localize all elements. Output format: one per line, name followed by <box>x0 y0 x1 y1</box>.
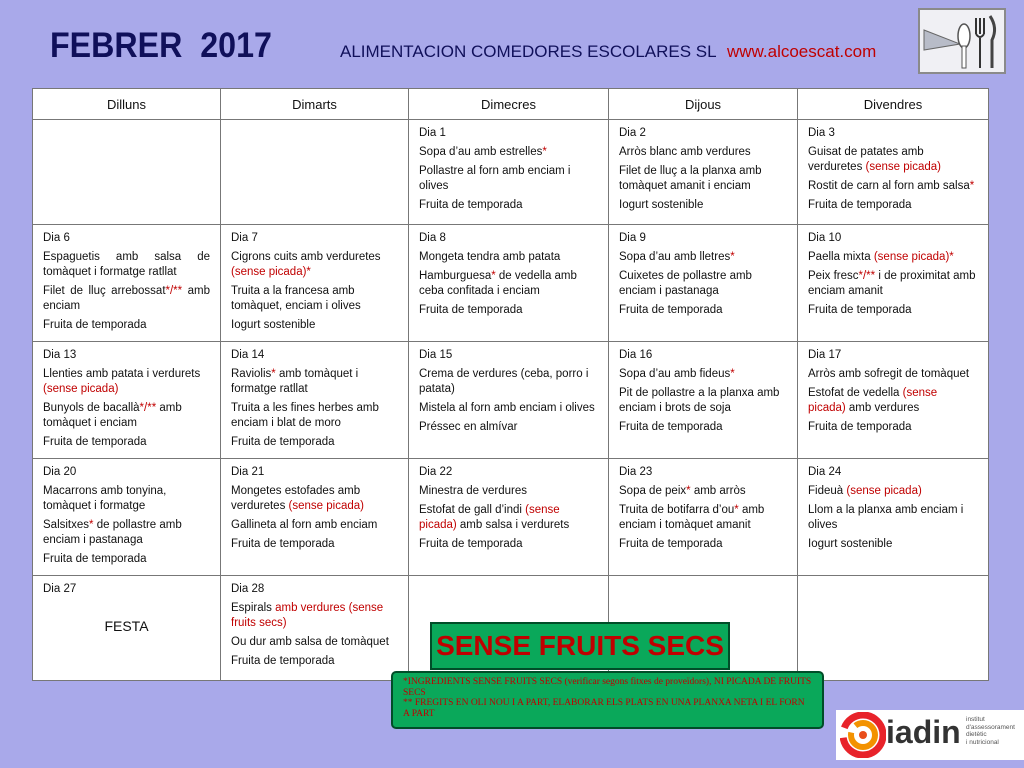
allergen-marker: (sense picada) <box>808 387 938 414</box>
day-number: Dia 9 <box>619 232 646 244</box>
day-cell <box>33 225 221 342</box>
menu-dish <box>808 250 978 265</box>
allergen-marker: * <box>730 251 735 263</box>
day-cell <box>33 342 221 459</box>
week-row <box>33 342 989 459</box>
dish-text: Mongetes estofades amb verduretes <box>231 485 361 512</box>
dish-text: Mistela al forn amb enciam i olives <box>419 402 595 414</box>
day-cell <box>409 342 609 459</box>
menu-dish <box>43 367 210 397</box>
menu-dish <box>231 401 398 431</box>
dish-text: Arròs blanc amb verdures <box>619 146 751 158</box>
menu-dish <box>231 435 398 450</box>
menu-dish <box>43 435 210 450</box>
dish-text: Fruita de temporada <box>419 304 523 316</box>
menu-dish <box>43 401 210 431</box>
dish-text: Fruita de temporada <box>231 436 335 448</box>
dish-text: Guisat de patates amb verduretes <box>808 146 924 173</box>
dish-text: Hamburguesa <box>419 270 492 282</box>
dish-text: Fruita de temporada <box>619 421 723 433</box>
dish-text: Sopa d’au amb estrelles <box>419 146 543 158</box>
dish-text: Crema de verdures (ceba, porro i patata) <box>419 368 589 395</box>
day-cell <box>221 459 409 576</box>
dish-text: Fruita de temporada <box>419 199 523 211</box>
menu-dish <box>619 269 787 299</box>
dish-text: Fruita de temporada <box>619 304 723 316</box>
day-number: Dia 15 <box>419 349 453 361</box>
iadin-logo <box>836 710 1024 760</box>
day-cell <box>609 459 798 576</box>
day-number: Dia 20 <box>43 466 77 478</box>
day-number: Dia 17 <box>808 349 842 361</box>
dish-text: Fruita de temporada <box>43 553 147 565</box>
menu-dish <box>419 269 598 299</box>
menu-dish <box>231 484 398 514</box>
dish-text: Paella mixta <box>808 251 874 263</box>
day-cell <box>33 459 221 576</box>
dish-text: i de proximitat amb enciam amanit <box>808 270 976 297</box>
dish-text: Truita de botifarra d’ou <box>619 504 735 516</box>
menu-dish <box>43 518 210 548</box>
dish-text: Estofat de vedella <box>808 387 903 399</box>
day-cell <box>221 342 409 459</box>
week-row <box>33 225 989 342</box>
day-cell <box>221 576 409 681</box>
dish-text: Préssec en almívar <box>419 421 518 433</box>
dish-text: Rostit de carn al forn amb salsa <box>808 180 970 192</box>
allergen-marker: * <box>686 485 691 497</box>
day-number: Dia 6 <box>43 232 70 244</box>
dish-text: Ou dur amb salsa de tomàquet <box>231 636 389 648</box>
menu-dish <box>231 654 398 669</box>
day-cell <box>798 576 989 681</box>
cutlery-icon <box>920 10 1004 72</box>
menu-dish <box>231 367 398 397</box>
day-cell <box>609 120 798 225</box>
dish-text: Truita a les fines herbes amb enciam i blat de moro <box>231 402 379 429</box>
menu-dish <box>231 635 398 650</box>
dish-text: Pit de pollastre a la planxa amb enciam i brots de soja <box>619 387 780 414</box>
day-cell <box>798 120 989 225</box>
dish-text: Peix fresc <box>808 270 859 282</box>
day-cell <box>798 342 989 459</box>
dish-text: amb enciam <box>43 285 210 312</box>
company-name: ALIMENTACION COMEDORES ESCOLARES SL <box>340 42 717 61</box>
dish-text: amb tomàquet i enciam <box>43 402 182 429</box>
menu-dish <box>419 367 598 397</box>
menu-dish <box>619 250 787 265</box>
day-cell <box>409 120 609 225</box>
weekday-header-divendres: Divendres <box>798 89 989 120</box>
dish-text: Bunyols de bacallà <box>43 402 140 414</box>
menu-dish <box>808 198 978 213</box>
dish-text: Fruita de temporada <box>43 436 147 448</box>
day-cell <box>33 576 221 681</box>
menu-dish <box>419 401 598 416</box>
dish-text: Pollastre al forn amb enciam i olives <box>419 165 571 192</box>
allergen-marker: (sense picada) <box>288 500 364 512</box>
dish-text: Cigrons cuits amb verduretes <box>231 251 381 263</box>
day-number: Dia 13 <box>43 349 77 361</box>
dish-text: de pollastre amb enciam i pastanaga <box>43 519 182 546</box>
menu-dish <box>808 420 978 435</box>
iadin-wordmark: iadin <box>886 714 961 750</box>
menu-dish <box>419 164 598 194</box>
menu-dish <box>231 250 398 280</box>
menu-dish <box>808 179 978 194</box>
week-row <box>33 459 989 576</box>
allergen-marker: (sense picada)* <box>873 251 954 263</box>
menu-dish <box>808 484 978 499</box>
menu-dish <box>619 164 787 194</box>
day-number: Dia 21 <box>231 466 265 478</box>
menu-dish <box>619 198 787 213</box>
menu-dish <box>808 303 978 318</box>
dish-text: amb verdures <box>845 402 920 414</box>
menu-dish <box>808 269 978 299</box>
day-number: Dia 23 <box>619 466 653 478</box>
dish-text: Filet de lluç a la planxa amb tomàquet amanit i enciam <box>619 165 762 192</box>
day-number: Dia 16 <box>619 349 653 361</box>
allergen-marker: * <box>491 270 496 282</box>
menu-dish <box>43 250 210 280</box>
menu-dish <box>231 601 398 631</box>
menu-dish <box>231 318 398 333</box>
menu-dish <box>808 537 978 552</box>
day-number: Dia 27 <box>43 583 77 595</box>
menu-dish <box>619 145 787 160</box>
allergen-marker: * <box>969 180 975 192</box>
dish-text: Fruita de temporada <box>619 538 723 550</box>
allergen-marker: (sense picada) <box>865 161 941 173</box>
note-line: *INGREDIENTS SENSE FRUITS SECS (verificar segons fitxes de proveïdors), NI PICADA DE FRUITS SECS <box>403 677 812 698</box>
day-number: Dia 22 <box>419 466 453 478</box>
menu-dish <box>231 518 398 533</box>
dish-text: Fruita de temporada <box>808 304 912 316</box>
dish-text: Minestra de verdures <box>419 485 528 497</box>
menu-dish <box>619 420 787 435</box>
allergen-marker: */** <box>858 270 876 282</box>
menu-dish <box>43 552 210 567</box>
menu-dish <box>619 386 787 416</box>
holiday-label: FESTA <box>104 618 149 634</box>
menu-dish <box>419 537 598 552</box>
dish-text: Mongeta tendra amb patata <box>419 251 561 263</box>
menu-dish <box>419 420 598 435</box>
dish-text: Fruita de temporada <box>808 421 912 433</box>
dish-text: Fruita de temporada <box>231 538 335 550</box>
dish-text: amb arròs <box>690 485 746 497</box>
dish-text: Raviolis <box>231 368 272 380</box>
page-title: FEBRER 2017 <box>50 26 272 65</box>
day-number: Dia 1 <box>419 127 446 139</box>
allergen-marker: (sense picada) <box>43 383 119 395</box>
menu-dish <box>619 303 787 318</box>
day-cell <box>798 225 989 342</box>
dish-text: Estofat de gall d’indi <box>419 504 526 516</box>
menu-dish <box>419 303 598 318</box>
allergen-marker: */** <box>139 402 157 414</box>
day-number: Dia 2 <box>619 127 646 139</box>
day-cell <box>609 225 798 342</box>
menu-dish <box>43 484 210 514</box>
allergen-marker: * <box>730 368 735 380</box>
dish-text: Llenties amb patata i verdurets <box>43 368 201 380</box>
day-cell <box>609 342 798 459</box>
dish-text: Truita a la francesa amb tomàquet, enciam i olives <box>231 285 361 312</box>
website-link[interactable]: www.alcoescat.com <box>727 42 877 61</box>
weekday-header-dijous: Dijous <box>609 89 798 120</box>
dish-text: Fruita de temporada <box>808 199 912 211</box>
day-number: Dia 3 <box>808 127 835 139</box>
dish-text: amb salsa i verdurets <box>456 519 570 531</box>
day-number: Dia 10 <box>808 232 842 244</box>
dish-text: Arròs amb sofregit de tomàquet <box>808 368 970 380</box>
allergen-marker: * <box>89 519 94 531</box>
week-row <box>33 120 989 225</box>
dish-text: Llom a la planxa amb enciam i olives <box>808 504 964 531</box>
dish-text: amb enciam i tomàquet amanit <box>619 504 765 531</box>
allergen-marker: (sense picada) <box>419 504 560 531</box>
menu-dish <box>419 484 598 499</box>
allergen-marker: amb verdures (sense fruits secs) <box>231 602 384 629</box>
day-number: Dia 24 <box>808 466 842 478</box>
menu-dish <box>419 503 598 533</box>
dish-text: Salsitxes <box>43 519 90 531</box>
dish-text: Sopa d’au amb lletres <box>619 251 731 263</box>
weekday-header-dimarts: Dimarts <box>221 89 409 120</box>
dish-text: de vedella amb ceba confitada i enciam <box>419 270 577 297</box>
menu-dish <box>808 503 978 533</box>
menu-table <box>32 88 989 681</box>
day-number: Dia 14 <box>231 349 265 361</box>
day-cell <box>221 120 409 225</box>
dish-text: Iogurt sostenible <box>808 538 893 550</box>
menu-dish <box>419 198 598 213</box>
weekday-header-row <box>33 89 989 120</box>
day-number: Dia 8 <box>419 232 446 244</box>
dish-text: Macarrons amb tonyina, tomàquet i formatge <box>43 485 167 512</box>
menu-dish <box>619 484 787 499</box>
note-line: ** FREGITS EN OLI NOU I A PART, ELABORAR ELS PLATS EN UNA PLANXA NETA I EL FORN A PART <box>403 698 805 719</box>
menu-dish <box>619 537 787 552</box>
day-cell <box>798 459 989 576</box>
weekday-header-dilluns: Dilluns <box>33 89 221 120</box>
menu-dish <box>231 537 398 552</box>
dish-text: Fruita de temporada <box>419 538 523 550</box>
allergen-marker: * <box>271 368 276 380</box>
menu-dish <box>808 145 978 175</box>
allergen-marker: */** <box>165 285 183 297</box>
day-cell <box>221 225 409 342</box>
allergen-marker: * <box>734 504 739 516</box>
iadin-circle-icon <box>840 712 886 758</box>
day-cell <box>33 120 221 225</box>
day-cell <box>409 225 609 342</box>
weekday-header-dimecres: Dimecres <box>409 89 609 120</box>
dish-text: Fideuà <box>808 485 847 497</box>
menu-dish <box>43 318 210 333</box>
dish-text: Iogurt sostenible <box>619 199 704 211</box>
allergen-marker: (sense picada) <box>846 485 922 497</box>
dish-text: Gallineta al forn amb enciam <box>231 519 378 531</box>
dish-text: Filet de lluç arrebossat <box>43 285 166 297</box>
menu-dish <box>231 284 398 314</box>
dish-text: Iogurt sostenible <box>231 319 316 331</box>
day-number: Dia 28 <box>231 583 265 595</box>
dish-text: Espirals <box>231 602 276 614</box>
nut-free-banner: SENSE FRUITS SECS <box>430 622 730 670</box>
allergen-marker: * <box>542 146 547 158</box>
dish-text: Fruita de temporada <box>43 319 147 331</box>
menu-dish <box>808 367 978 382</box>
menu-dish <box>619 503 787 533</box>
dish-text: amb tomàquet i formatge ratllat <box>231 368 359 395</box>
dish-text: Espaguetis amb salsa de tomàquet i formatge ratllat <box>43 251 210 278</box>
dish-text: Fruita de temporada <box>231 655 335 667</box>
menu-dish <box>419 250 598 265</box>
menu-dish <box>43 284 210 314</box>
menu-dish <box>419 145 598 160</box>
day-number: Dia 7 <box>231 232 258 244</box>
allergen-note <box>391 671 824 729</box>
dish-text: Cuixetes de pollastre amb enciam i pastanaga <box>619 270 752 297</box>
cutlery-logo <box>918 8 1006 74</box>
menu-dish <box>619 367 787 382</box>
day-cell <box>409 459 609 576</box>
dish-text: Sopa de peix <box>619 485 687 497</box>
allergen-marker: (sense picada)* <box>231 266 311 278</box>
dish-text: Sopa d’au amb fideus <box>619 368 731 380</box>
iadin-subtitle: institut d'assessorament dietètic i nutricional <box>966 716 1015 746</box>
menu-dish <box>808 386 978 416</box>
